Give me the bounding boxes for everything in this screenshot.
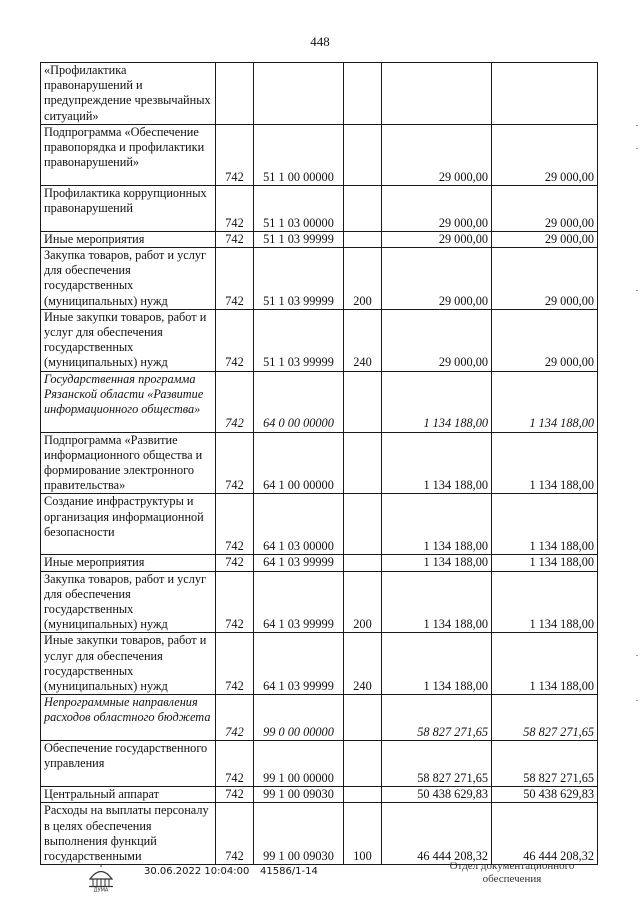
cell-amount1: 50 438 629,83 [382,787,492,803]
cell-amount2: 29 000,00 [492,185,598,231]
cell-cs: 64 1 03 99999 [254,571,344,633]
cell-cs: 51 1 03 00000 [254,185,344,231]
table-row [41,432,598,494]
cell-cs: 64 1 03 99999 [254,633,344,695]
scan-mark [636,655,638,656]
scan-mark [636,290,638,291]
cell-amount1: 1 134 188,00 [382,571,492,633]
cell-gr: 742 [216,371,254,432]
cell-name: Профилактика коррупционных правонарушений [41,185,216,231]
cell-gr: 742 [216,803,254,865]
department-stamp [432,860,592,886]
cell-amount2: 1 134 188,00 [492,432,598,494]
cell-gr: 742 [216,633,254,695]
cell-vr: 240 [344,633,382,695]
cell-name: Государственная программа Рязанской области «Развитие информационного общества» [41,371,216,432]
cell-amount1: 46 444 208,32 [382,803,492,865]
cell-name: Закупка товаров, работ и услуг для обеспечения государственных (муниципальных) нужд [41,571,216,633]
cell-amount2: 1 134 188,00 [492,371,598,432]
cell-cs: 51 1 03 99999 [254,231,344,247]
cell-gr: 742 [216,432,254,494]
cell-name: Непрограммные направления расходов областного бюджета [41,695,216,741]
timestamp: 30.06.2022 10:04:00 [144,866,250,877]
table-row [41,803,598,865]
cell-amount2: 29 000,00 [492,124,598,185]
cell-gr: 742 [216,741,254,787]
cell-gr: 742 [216,695,254,741]
cell-amount1: 29 000,00 [382,248,492,310]
cell-amount2: 1 134 188,00 [492,633,598,695]
scan-mark [636,700,638,701]
cell-cs: 64 0 00 00000 [254,371,344,432]
department-line2: обеспечения [482,873,542,885]
cell-name: Иные мероприятия [41,555,216,571]
cell-amount1: 29 000,00 [382,124,492,185]
document-number: 41586/1-14 [260,866,318,877]
cell-name: Иные мероприятия [41,231,216,247]
table-row [41,787,598,803]
cell-cs: 99 1 00 00000 [254,741,344,787]
cell-cs: 64 1 03 99999 [254,555,344,571]
cell-gr: 742 [216,185,254,231]
table-row [41,124,598,185]
department-line1: Отдел документационного [449,860,575,872]
cell-name: Подпрограмма «Обеспечение правопорядка и профилактики правонарушений» [41,124,216,185]
cell-vr [344,787,382,803]
cell-amount1 [382,63,492,125]
table-row [41,248,598,310]
cell-vr [344,494,382,555]
cell-name: «Профилактика правонарушений и предупреждение чрезвычайных ситуаций» [41,63,216,125]
cell-vr [344,432,382,494]
cell-cs: 99 1 00 09030 [254,787,344,803]
cell-name: Иные закупки товаров, работ и услуг для обеспечения государственных (муниципальных) нужд [41,633,216,695]
cell-amount2: 58 827 271,65 [492,695,598,741]
page-footer [0,858,640,898]
cell-vr: 200 [344,248,382,310]
cell-name: Расходы на выплаты персоналу в целях обеспечения выполнения функций государственными [41,803,216,865]
cell-vr [344,231,382,247]
cell-cs: 99 1 00 09030 [254,803,344,865]
cell-name: Центральный аппарат [41,787,216,803]
cell-name: Закупка товаров, работ и услуг для обеспечения государственных (муниципальных) нужд [41,248,216,310]
cell-amount1: 29 000,00 [382,309,492,371]
cell-amount2: 1 134 188,00 [492,555,598,571]
cell-cs: 64 1 00 00000 [254,432,344,494]
cell-gr: 742 [216,787,254,803]
cell-cs: 99 0 00 00000 [254,695,344,741]
cell-cs: 51 1 03 99999 [254,248,344,310]
duma-logo-icon [86,862,116,892]
cell-amount2: 1 134 188,00 [492,494,598,555]
cell-vr [344,371,382,432]
cell-name: Подпрограмма «Развитие информационного общества и формирование электронного правительства» [41,432,216,494]
cell-vr [344,555,382,571]
cell-amount1: 1 134 188,00 [382,555,492,571]
cell-amount2: 29 000,00 [492,309,598,371]
cell-name: Создание инфраструктуры и организация информационной безопасности [41,494,216,555]
table-row [41,571,598,633]
table-row [41,371,598,432]
cell-gr: 742 [216,124,254,185]
cell-amount1: 1 134 188,00 [382,432,492,494]
cell-vr [344,741,382,787]
cell-vr [344,124,382,185]
cell-cs: 51 1 00 00000 [254,124,344,185]
table-row [41,494,598,555]
table-row [41,741,598,787]
table-row [41,695,598,741]
cell-amount2 [492,63,598,125]
budget-table [40,62,598,865]
table-row [41,63,598,125]
scan-mark [636,125,638,126]
cell-amount1: 1 134 188,00 [382,371,492,432]
table-row [41,633,598,695]
table-row [41,555,598,571]
cell-amount2: 46 444 208,32 [492,803,598,865]
cell-amount2: 50 438 629,83 [492,787,598,803]
cell-gr [216,63,254,125]
cell-gr: 742 [216,248,254,310]
cell-vr: 200 [344,571,382,633]
cell-amount1: 58 827 271,65 [382,741,492,787]
cell-vr: 100 [344,803,382,865]
cell-cs: 64 1 03 00000 [254,494,344,555]
cell-amount2: 29 000,00 [492,231,598,247]
cell-name: Иные закупки товаров, работ и услуг для обеспечения государственных (муниципальных) нужд [41,309,216,371]
cell-gr: 742 [216,571,254,633]
table-row [41,231,598,247]
cell-amount1: 1 134 188,00 [382,633,492,695]
cell-name: Обеспечение государственного управления [41,741,216,787]
cell-amount2: 1 134 188,00 [492,571,598,633]
cell-cs: 51 1 03 99999 [254,309,344,371]
scan-mark [636,148,638,149]
cell-amount1: 29 000,00 [382,185,492,231]
cell-vr [344,63,382,125]
cell-gr: 742 [216,309,254,371]
page-number: 448 [310,34,330,49]
logo-lettering: ДУМА [93,887,109,892]
table-row [41,185,598,231]
cell-amount1: 29 000,00 [382,231,492,247]
cell-gr: 742 [216,494,254,555]
cell-vr: 240 [344,309,382,371]
cell-amount2: 58 827 271,65 [492,741,598,787]
cell-vr [344,185,382,231]
cell-gr: 742 [216,231,254,247]
cell-vr [344,695,382,741]
cell-gr: 742 [216,555,254,571]
cell-cs [254,63,344,125]
table-row [41,309,598,371]
cell-amount1: 1 134 188,00 [382,494,492,555]
cell-amount1: 58 827 271,65 [382,695,492,741]
cell-amount2: 29 000,00 [492,248,598,310]
